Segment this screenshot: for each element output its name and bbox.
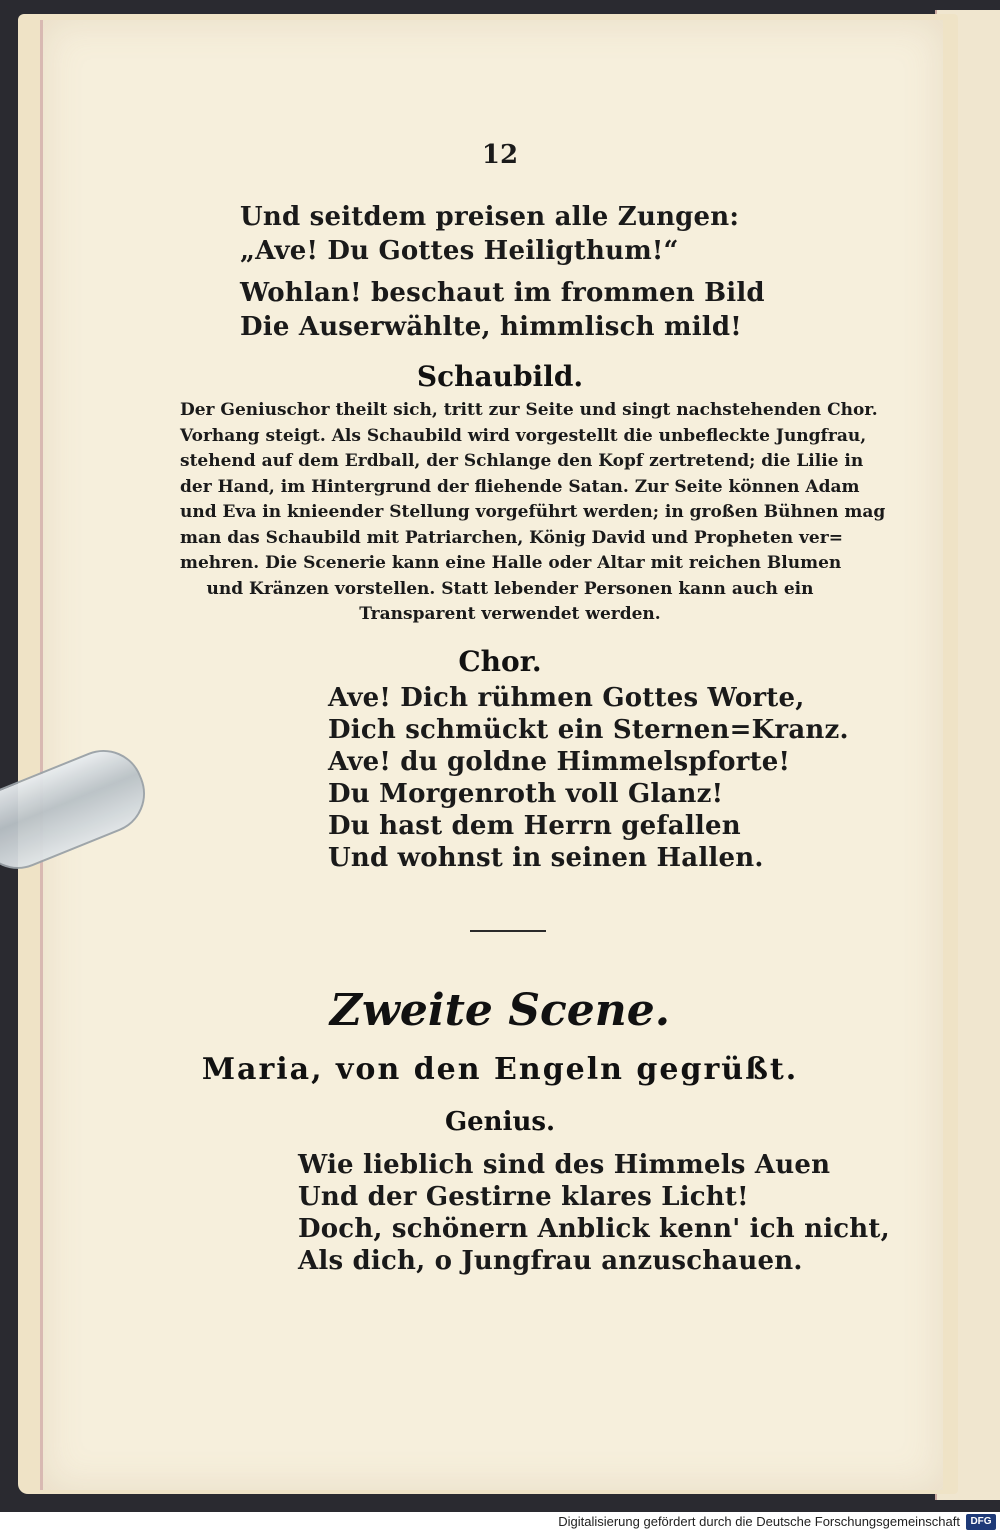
funding-notice: Digitalisierung gefördert durch die Deutsche Forschungsgemeinschaft: [558, 1514, 960, 1529]
stage-direction-line: Transparent verwendet werden.: [359, 604, 661, 624]
chor-line: Du hast dem Herrn gefallen: [328, 811, 741, 841]
stage-direction-line: man das Schaubild mit Patriarchen, König David und Propheten ver=: [180, 527, 843, 548]
speaker-name: Genius.: [444, 1107, 556, 1137]
scene-title: Zweite Scene.: [329, 985, 671, 1036]
chor-line: Ave! Dich rühmen Gottes Worte,: [328, 683, 805, 713]
stage-direction-line: stehend auf dem Erdball, der Schlange den Kopf zertretend; die Lilie in: [180, 451, 864, 471]
verse-line: Wohlan! beschaut im frommen Bild: [240, 278, 765, 308]
verse-line: Und seitdem preisen alle Zungen:: [240, 202, 740, 232]
section-divider: [470, 930, 546, 932]
dfg-logo: DFG: [966, 1514, 996, 1530]
section-heading-chor: Chor.: [458, 645, 542, 678]
chor-line: Dich schmückt ein Sternen=Kranz.: [328, 715, 849, 745]
stage-direction-line: und Kränzen vorstellen. Statt lebender Personen kann auch ein: [206, 578, 814, 599]
stage-direction-line: Vorhang steigt. Als Schaubild wird vorgestellt die unbefleckte Jungfrau,: [180, 425, 867, 446]
genius-line: Als dich, o Jungfrau anzuschauen.: [298, 1246, 803, 1276]
chor-line: Du Morgenroth voll Glanz!: [328, 779, 724, 809]
stage-direction-line: mehren. Die Scenerie kann eine Halle oder Altar mit reichen Blumen: [180, 553, 842, 573]
verse-line: Die Auserwählte, himmlisch mild!: [240, 312, 742, 342]
page-number: 12: [481, 140, 519, 170]
footer-bar: [0, 1512, 1000, 1533]
scene-subtitle: Maria, von den Engeln gegrüßt.: [201, 1052, 799, 1087]
chor-line: Und wohnst in seinen Hallen.: [328, 843, 764, 873]
genius-line: Und der Gestirne klares Licht!: [298, 1182, 749, 1212]
genius-line: Doch, schönern Anblick kenn' ich nicht,: [298, 1214, 890, 1244]
genius-line: Wie lieblich sind des Himmels Auen: [298, 1150, 831, 1180]
section-heading-schaubild: Schaubild.: [416, 360, 584, 393]
verse-line: „Ave! Du Gottes Heiligthum!“: [240, 236, 679, 266]
stage-direction-line: Der Geniuschor theilt sich, tritt zur Seite und singt nachstehenden Chor.: [180, 400, 878, 420]
stage-direction-line: und Eva in knieender Stellung vorgeführt werden; in großen Bühnen mag: [180, 502, 886, 522]
chor-line: Ave! du goldne Himmelspforte!: [328, 747, 791, 777]
stage-directions: [180, 398, 886, 628]
stage-direction-line: der Hand, im Hintergrund der fliehende Satan. Zur Seite können Adam: [180, 476, 860, 497]
